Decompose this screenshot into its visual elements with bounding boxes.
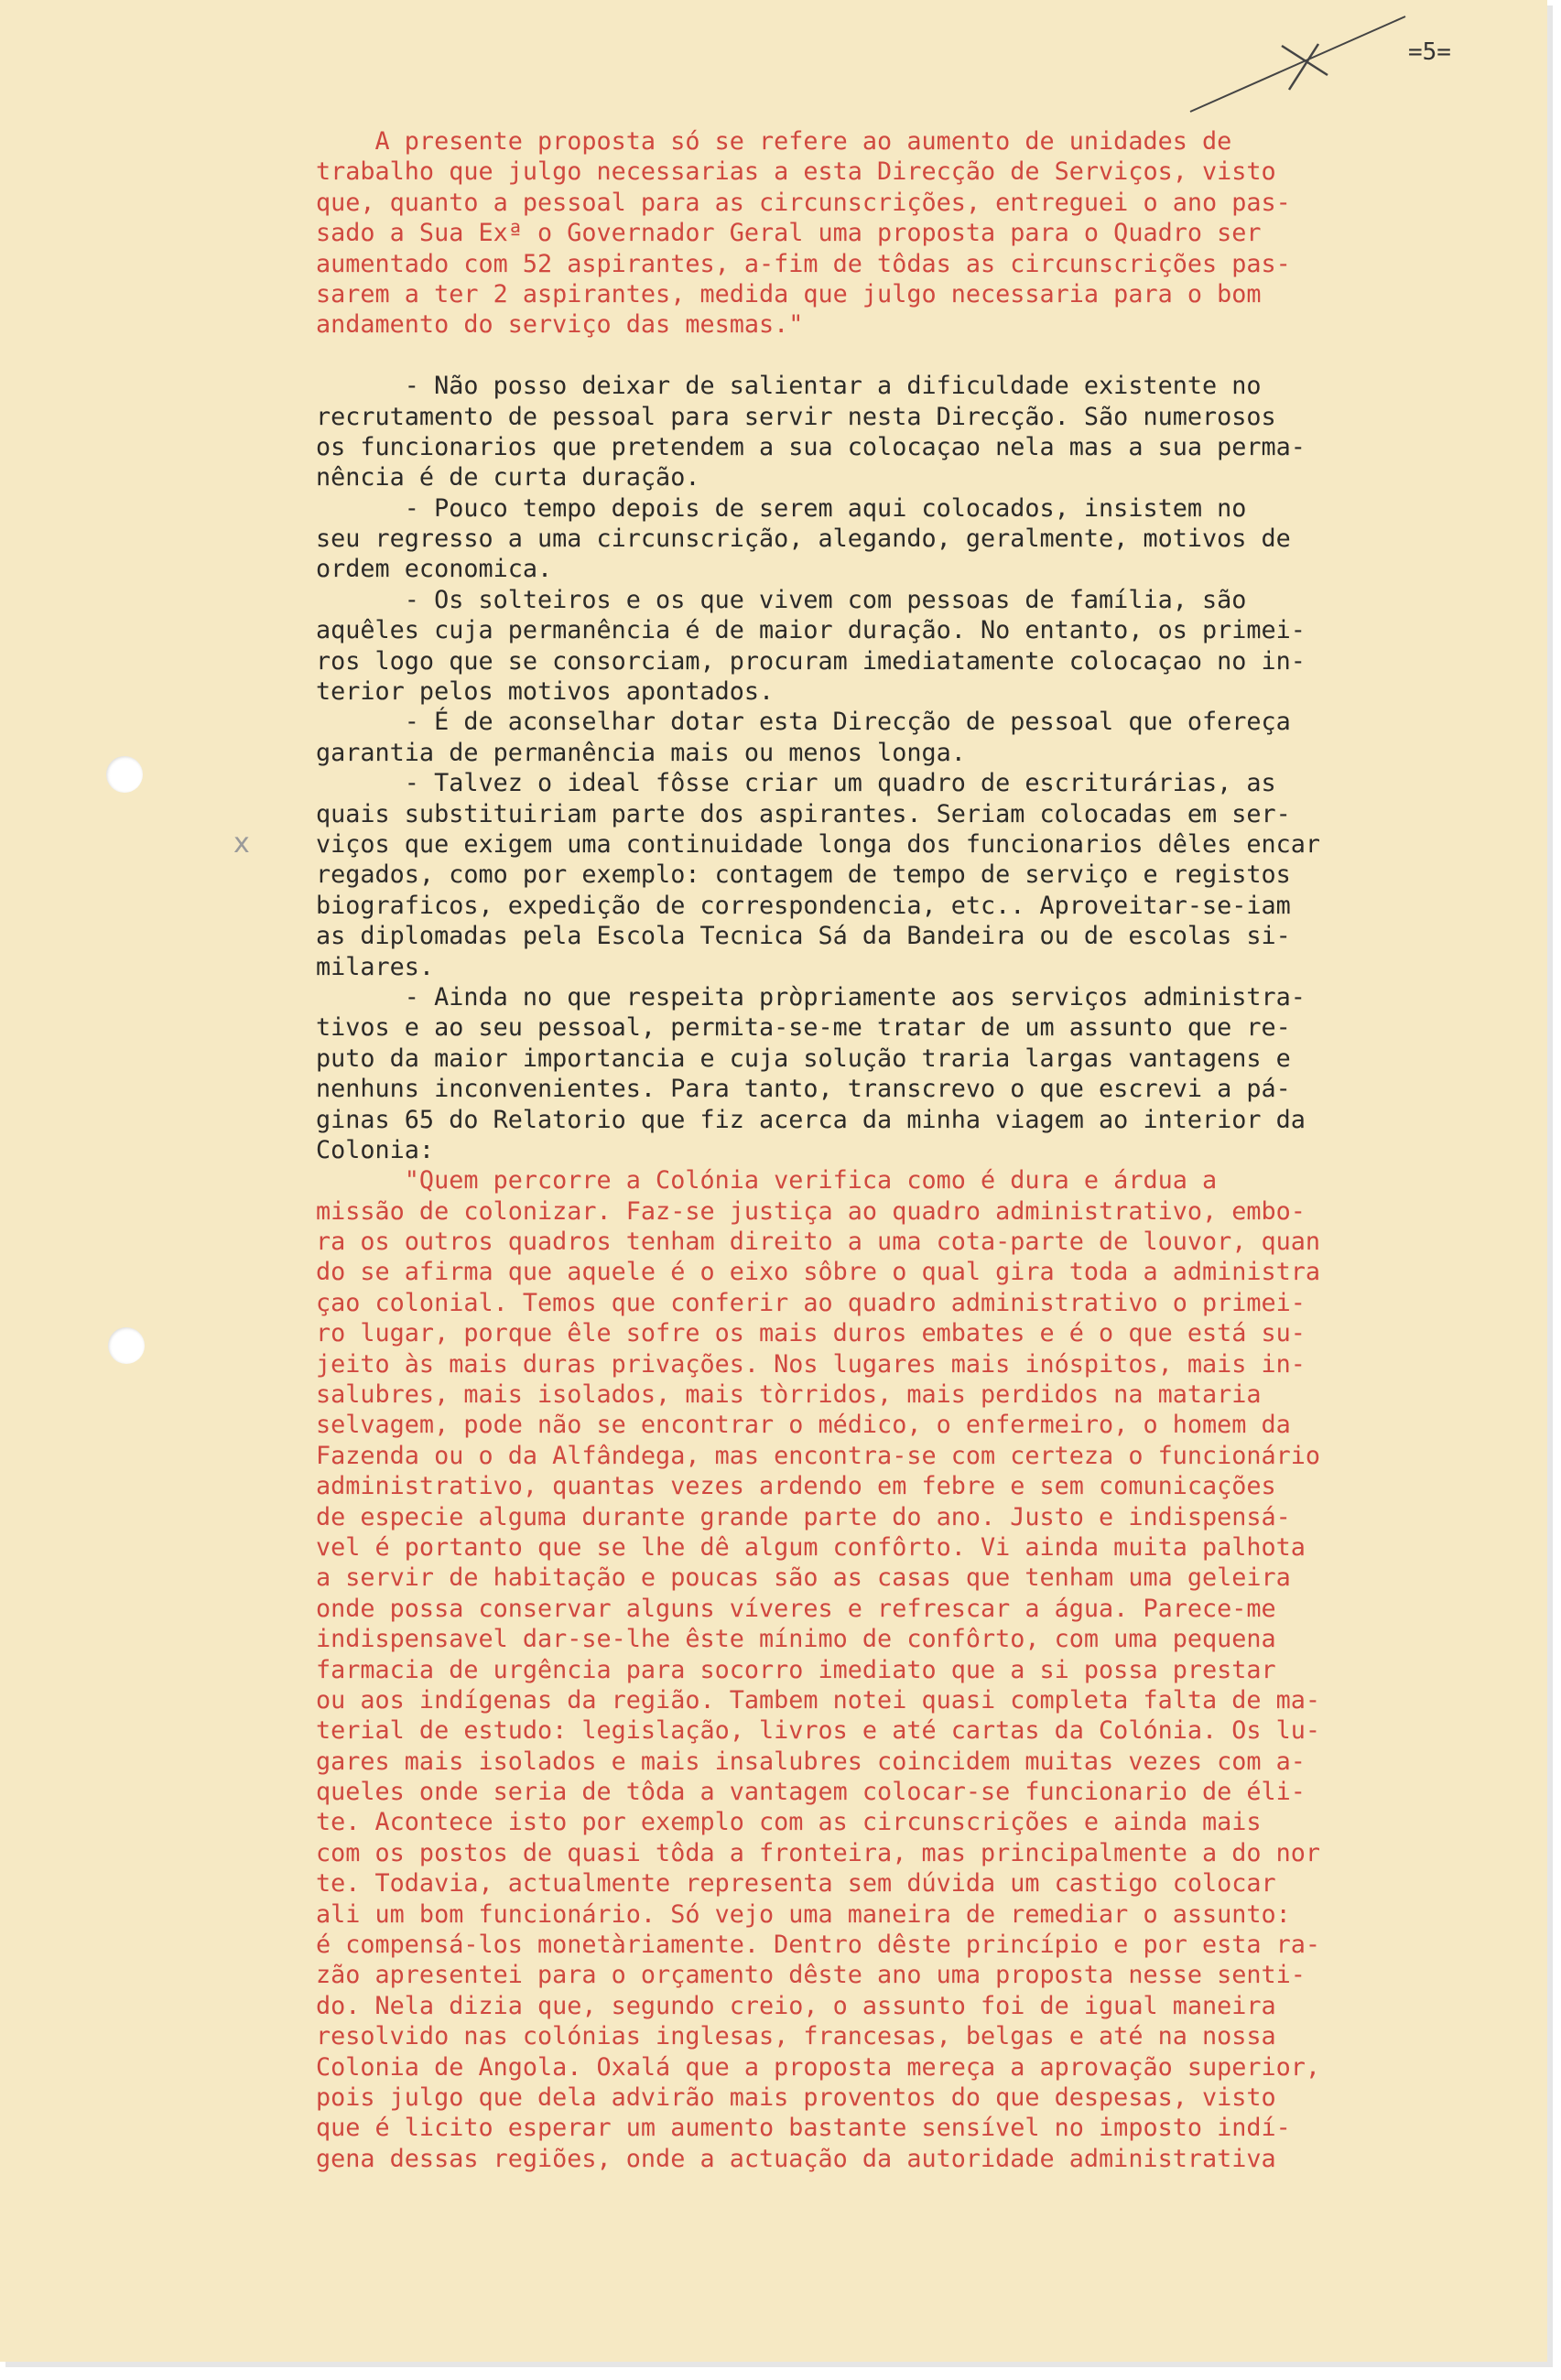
- text-line: do se afirma que aquele é o eixo sôbre o qual gira toda a administra: [316, 1258, 1321, 1287]
- text-line: os funcionarios que pretendem a sua colocaçao nela mas a sua perma-: [316, 432, 1306, 461]
- text-line: missão de colonizar. Faz-se justiça ao quadro administrativo, embo-: [316, 1196, 1306, 1226]
- text-line: do. Nela dizia que, segundo creio, o assunto foi de igual maneira: [316, 1991, 1276, 2020]
- text-line: ou aos indígenas da região. Tambem notei quasi completa falta de ma-: [316, 1685, 1321, 1715]
- text-line: aquêles cuja permanência é de maior duração. No entanto, os primei-: [316, 616, 1306, 645]
- text-line: indispensavel dar-se-lhe êste mínimo de confôrto, com uma pequena: [316, 1625, 1276, 1654]
- text-line: - Ainda no que respeita pròpriamente aos serviços administra-: [316, 982, 1306, 1012]
- text-line: resolvido nas colónias inglesas, francesas, belgas e até na nossa: [316, 2022, 1276, 2051]
- text-line: administrativo, quantas vezes ardendo em febre e sem comunicações: [316, 1472, 1276, 1501]
- text-line: Colonia:: [316, 1135, 435, 1164]
- text-line: andamento do serviço das mesmas.": [316, 310, 804, 340]
- text-line: farmacia de urgência para socorro imediato que a si possa prestar: [316, 1655, 1276, 1684]
- text-line: gena dessas regiões, onde a actuação da autoridade administrativa: [316, 2144, 1276, 2173]
- text-line: nenhuns inconvenientes. Para tanto, transcrevo o que escrevi a pá-: [316, 1075, 1291, 1104]
- text-line: garantia de permanência mais ou menos longa.: [316, 738, 966, 767]
- text-line: çao colonial. Temos que conferir ao quadro administrativo o primei-: [316, 1288, 1306, 1317]
- text-line: vel é portanto que se lhe dê algum confôrto. Vi ainda muita palhota: [316, 1532, 1306, 1562]
- text-line: nência é de curta duração.: [316, 463, 700, 492]
- text-line: as diplomadas pela Escola Tecnica Sá da Bandeira ou de escolas si-: [316, 922, 1291, 951]
- text-line: gares mais isolados e mais insalubres coincidem muitas vezes com a-: [316, 1747, 1306, 1776]
- text-line: terial de estudo: legislação, livros e até cartas da Colónia. Os lu-: [316, 1716, 1321, 1746]
- text-line: - Não posso deixar de salientar a dificuldade existente no: [316, 372, 1262, 401]
- text-line: que é licito esperar um aumento bastante sensível no imposto indí-: [316, 2114, 1291, 2143]
- text-line: puto da maior importancia e cuja solução traria largas vantagens e: [316, 1044, 1291, 1073]
- text-line: Fazenda ou o da Alfândega, mas encontra-se com certeza o funcionário: [316, 1441, 1321, 1470]
- text-line: - É de aconselhar dotar esta Direcção de pessoal que ofereça: [316, 708, 1291, 737]
- text-line: regados, como por exemplo: contagem de tempo de serviço e registos: [316, 860, 1291, 890]
- text-line: A presente proposta só se refere ao aumento de unidades de: [316, 127, 1232, 156]
- text-line: trabalho que julgo necessarias a esta Direcção de Serviços, visto: [316, 157, 1276, 187]
- text-line: Colonia de Angola. Oxalá que a proposta mereça a aprovação superior,: [316, 2052, 1321, 2082]
- text-line: que, quanto a pessoal para as circunscrições, entreguei o ano pas-: [316, 188, 1291, 217]
- text-line: onde possa conservar alguns víveres e refrescar a água. Parece-me: [316, 1594, 1276, 1623]
- text-line: - Os solteiros e os que vivem com pessoas de família, são: [316, 585, 1247, 614]
- text-line: - Pouco tempo depois de serem aqui colocados, insistem no: [316, 493, 1247, 523]
- text-line: ro lugar, porque êle sofre os mais duros embates e é o que está su-: [316, 1319, 1306, 1348]
- text-line: selvagem, pode não se encontrar o médico, o enfermeiro, o homem da: [316, 1411, 1291, 1440]
- text-line: - Talvez o ideal fôsse criar um quadro de escriturárias, as: [316, 769, 1276, 798]
- text-line: ra os outros quadros tenham direito a uma cota-parte de louvor, quan: [316, 1228, 1321, 1257]
- punch-hole-upper: [106, 756, 143, 793]
- text-line: ros logo que se consorciam, procuram imediatamente colocaçao no in-: [316, 646, 1306, 676]
- text-line: pois julgo que dela advirão mais proventos do que despesas, visto: [316, 2083, 1276, 2112]
- punch-hole-lower: [108, 1327, 145, 1364]
- text-line: sado a Sua Exª o Governador Geral uma proposta para o Quadro ser: [316, 219, 1262, 248]
- text-line: de especie alguma durante grande parte do ano. Justo e indispensá-: [316, 1502, 1291, 1531]
- text-line: "Quem percorre a Colónia verifica como é dura e árdua a: [316, 1166, 1218, 1195]
- pen-check-mark: [1181, 9, 1419, 119]
- text-line: terior pelos motivos apontados.: [316, 677, 775, 707]
- page-number: =5=: [1408, 38, 1451, 66]
- text-line: é compensá-los monetàriamente. Dentro dêste princípio e por esta ra-: [316, 1931, 1321, 1960]
- text-line: salubres, mais isolados, mais tòrridos, mais perdidos na mataria: [316, 1380, 1262, 1410]
- text-line: sarem a ter 2 aspirantes, medida que julgo necessaria para o bom: [316, 279, 1262, 308]
- text-line: zão apresentei para o orçamento dêste ano uma proposta nesse senti-: [316, 1961, 1306, 1990]
- text-line: tivos e ao seu pessoal, permita-se-me tratar de um assunto que re-: [316, 1013, 1291, 1043]
- text-line: te. Todavia, actualmente representa sem dúvida um castigo colocar: [316, 1869, 1276, 1899]
- text-line: seu regresso a uma circunscrição, alegando, geralmente, motivos de: [316, 525, 1291, 554]
- text-line: aumentado com 52 aspirantes, a-fim de tôdas as circunscrições pas-: [316, 249, 1291, 278]
- text-line: ginas 65 do Relatorio que fiz acerca da minha viagem ao interior da: [316, 1105, 1306, 1134]
- text-line: jeito às mais duras privações. Nos lugares mais inóspitos, mais in-: [316, 1349, 1306, 1379]
- text-line: biograficos, expedição de correspondencia, etc.. Aproveitar-se-iam: [316, 891, 1291, 920]
- text-line: com os postos de quasi tôda a fronteira, mas principalmente a do nor: [316, 1838, 1321, 1867]
- text-line: ordem economica.: [316, 555, 553, 584]
- text-line: queles onde seria de tôda a vantagem colocar-se funcionario de éli-: [316, 1778, 1306, 1807]
- text-line: [316, 341, 1529, 371]
- typed-body-text: [316, 126, 1529, 2174]
- text-line: viços que exigem uma continuidade longa dos funcionarios dêles encar: [316, 829, 1321, 859]
- text-line: te. Acontece isto por exemplo com as circunscrições e ainda mais: [316, 1808, 1262, 1837]
- text-line: recrutamento de pessoal para servir nesta Direcção. São numerosos: [316, 402, 1276, 431]
- text-line: ali um bom funcionário. Só vejo uma maneira de remediar o assunto:: [316, 1899, 1291, 1929]
- margin-mark: x: [233, 828, 250, 860]
- text-line: milares.: [316, 952, 435, 981]
- text-line: quais substituiriam parte dos aspirantes. Seriam colocadas em ser-: [316, 799, 1291, 828]
- text-line: a servir de habitação e poucas são as casas que tenham uma geleira: [316, 1563, 1291, 1593]
